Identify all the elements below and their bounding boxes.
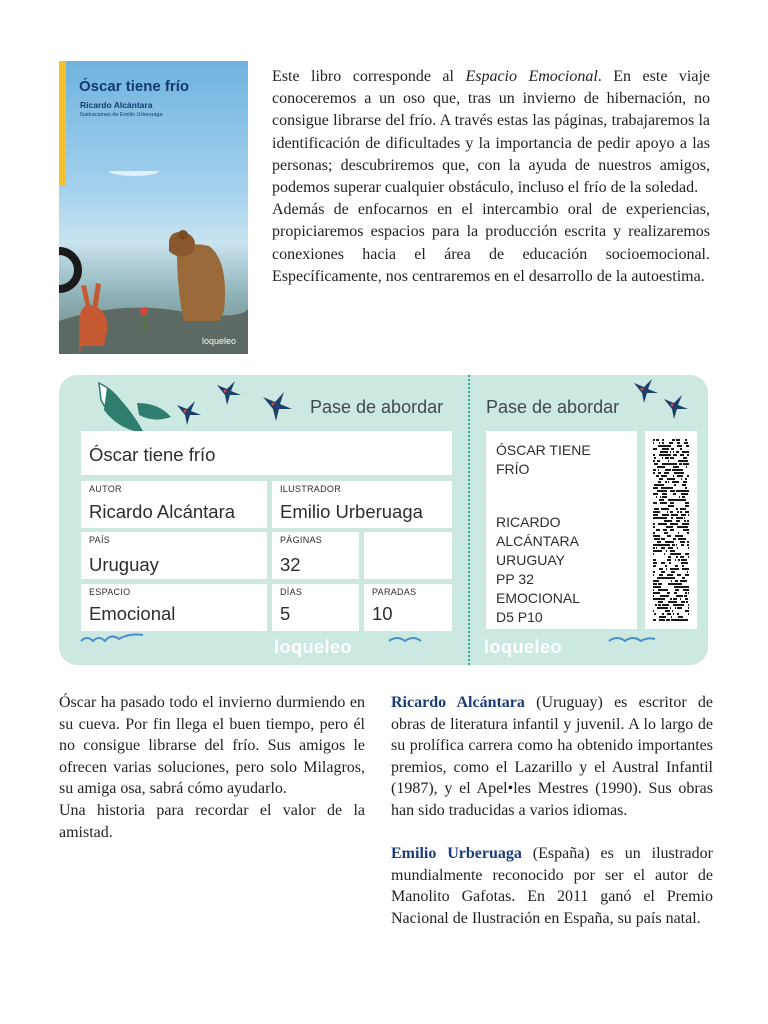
intro-p1-start: Este libro corresponde al bbox=[272, 68, 466, 85]
synopsis-paragraph-1: Óscar ha pasado todo el invierno durmiendo en su cueva. Por fin llega el buen tiempo, pero él no consigue librarse del frío. Sus amigos le ofrecen varias soluciones, pero solo Milagros, su amiga osa, sabrá cómo ayudarlo. bbox=[59, 694, 365, 798]
paginas-label: PÁGINAS bbox=[280, 535, 323, 545]
illustrator-bio bbox=[391, 843, 713, 929]
cover-title: Óscar tiene frío bbox=[79, 78, 190, 95]
paradas-label: PARADAS bbox=[372, 587, 417, 597]
cover-illustrator: Ilustraciones de Emilio Urberuaga bbox=[80, 112, 163, 118]
ilustrador-field bbox=[272, 481, 452, 528]
intro-paragraph-1 bbox=[272, 66, 710, 199]
barcode-icon bbox=[645, 431, 697, 629]
empty-field bbox=[364, 532, 452, 579]
ticket-logo-stub: loqueleo bbox=[484, 637, 563, 657]
author-bio bbox=[391, 692, 713, 822]
paginas-field bbox=[272, 532, 359, 579]
cover-spine bbox=[59, 61, 66, 186]
ilustrador-value: Emilio Urberuaga bbox=[280, 501, 423, 522]
leaf-icon bbox=[137, 403, 171, 420]
espacio-label: ESPACIO bbox=[89, 587, 131, 597]
autor-label: AUTOR bbox=[89, 484, 122, 494]
bios bbox=[391, 692, 713, 930]
dias-value: 5 bbox=[280, 603, 291, 624]
pais-label: PAÍS bbox=[89, 535, 111, 545]
paginas-value: 32 bbox=[280, 554, 301, 575]
stub-title: ÓSCAR TIENE FRÍO bbox=[496, 442, 591, 477]
wave-icon bbox=[81, 635, 655, 642]
autor-value: Ricardo Alcántara bbox=[89, 501, 236, 522]
espacio-field bbox=[81, 584, 267, 631]
stub-line: URUGUAY bbox=[496, 552, 565, 568]
paradas-field bbox=[364, 584, 452, 631]
stub-line: PP 32 bbox=[496, 571, 534, 587]
ticket-label-main: Pase de abordar bbox=[310, 397, 444, 417]
pais-field bbox=[81, 532, 267, 579]
cover-publisher-logo: loqueleo bbox=[201, 336, 236, 346]
ilustrador-label: ILUSTRADOR bbox=[280, 484, 342, 494]
ticket-title-field bbox=[81, 431, 452, 475]
stub-line: ALCÁNTARA bbox=[496, 533, 579, 549]
synopsis-paragraph-2: Una historia para recordar el valor de la amistad. bbox=[59, 801, 365, 841]
author-bio-text: (Uruguay) es escritor de obras de literatura infantil y juvenil. A lo largo de su prolífica carrera como ha obtenido importantes premios, como el Lazarillo y el Austral Infantil (1987), y el Apel•les Mestres (1990). Sus obras han sido traducidas a varios idiomas. bbox=[391, 694, 714, 819]
intro-p1-end: . En este viaje conoceremos a un oso que, tras un invierno de hibernación, no consigue librarse del frío. A través estas las páginas, trabajaremos la identificación de dificultades y la importancia de pedir apoyo a las personas; descubriremos que, con la ayuda de nuestros amigos, podemos superar cualquier obstáculo, incluso el frío de la soledad. bbox=[272, 68, 710, 197]
ticket-label-stub: Pase de abordar bbox=[486, 397, 620, 417]
leaf-icon bbox=[104, 387, 144, 433]
stub-line: RICARDO bbox=[496, 514, 561, 530]
illustrator-bio-name: Emilio Urberuaga bbox=[391, 845, 522, 863]
paradas-value: 10 bbox=[372, 603, 393, 624]
cover-illustration bbox=[59, 171, 248, 354]
stub-line: EMOCIONAL bbox=[496, 590, 581, 606]
intro-p1-italic: Espacio Emocional bbox=[465, 68, 598, 85]
dias-field bbox=[272, 584, 359, 631]
ticket-logo-main: loqueleo bbox=[274, 637, 353, 657]
espacio-value: Emocional bbox=[89, 603, 176, 624]
ticket-title: Óscar tiene frío bbox=[89, 444, 216, 465]
book-cover bbox=[59, 61, 248, 354]
cover-author: Ricardo Alcántara bbox=[80, 100, 153, 110]
dias-label: DÍAS bbox=[280, 587, 303, 597]
boarding-pass bbox=[59, 375, 708, 665]
intro-paragraph-2: Además de enfocarnos en el intercambio oral de experiencias, propiciaremos espacios para la producción escrita y realizaremos conexiones hacia el área de educación socioemocional. Específicamente, nos centraremos en el desarrollo de la autoestima. bbox=[272, 201, 710, 285]
ticket-stub bbox=[486, 431, 637, 629]
ticket-perforation bbox=[468, 375, 470, 665]
author-bio-name: Ricardo Alcántara bbox=[391, 694, 525, 711]
autor-field bbox=[81, 481, 267, 528]
stub-lines bbox=[496, 513, 636, 627]
illustrator-bio-text: (España) es un ilustrador mundialmente reconocido por ser el autor de Manolito Gafotas. En 2011 ganó el Premio Nacional de Ilustración en España, su país natal. bbox=[391, 845, 713, 927]
stub-line: D5 P10 bbox=[496, 609, 543, 625]
pais-value: Uruguay bbox=[89, 554, 159, 575]
synopsis bbox=[59, 692, 365, 843]
intro-text bbox=[272, 66, 710, 288]
barcode bbox=[645, 431, 697, 629]
